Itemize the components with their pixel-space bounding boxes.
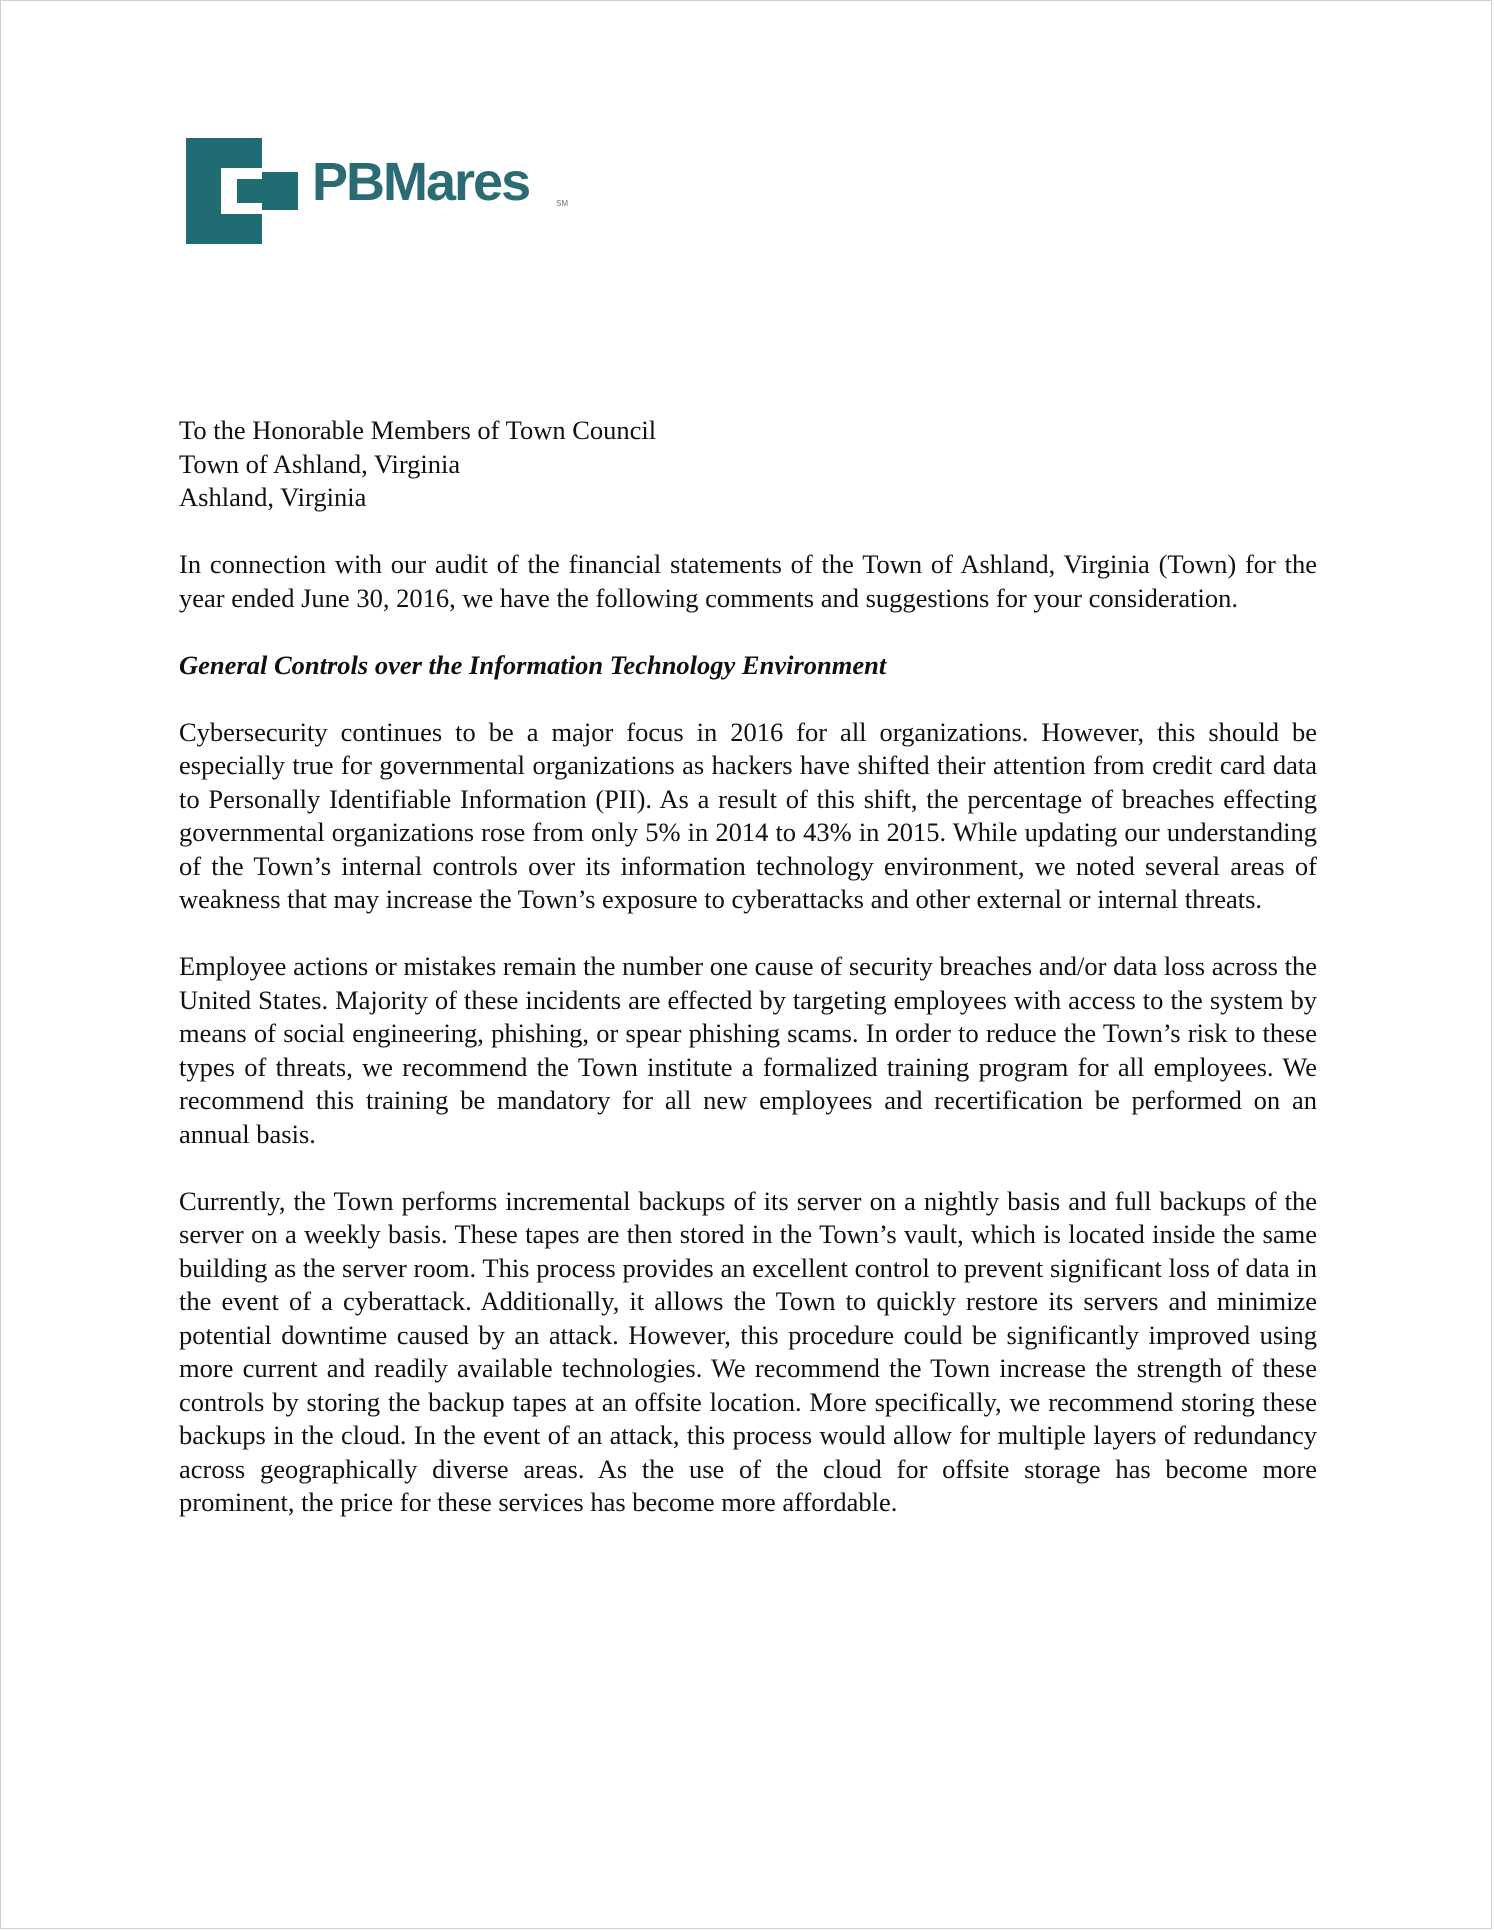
company-logo <box>186 138 586 244</box>
address-line-3: Ashland, Virginia <box>179 482 367 512</box>
logo-mark-icon <box>186 138 298 244</box>
recipient-address <box>179 414 1317 515</box>
body-paragraph-1: Cybersecurity continues to be a major focus in 2016 for all organizations. However, this should be especially true for governmental organizations as hackers have shifted their attention from credit card data to Personally Identifiable Information (PII). As a result of this shift, the percentage of breaches effecting governmental organizations rose from only 5% in 2014 to 43% in 2015. While updating our understanding of the Town’s internal controls over its information technology environment, we noted several areas of weakness that may increase the Town’s exposure to cyberattacks and other external or internal threats. <box>179 716 1317 914</box>
logo-block-small <box>237 179 262 203</box>
service-mark: SM <box>556 199 568 208</box>
logo-text: PBMares <box>312 152 530 212</box>
address-line-2: Town of Ashland, Virginia <box>179 448 461 479</box>
section-heading: General Controls over the Information Technology Environment <box>179 649 887 680</box>
body-paragraph-2: Employee actions or mistakes remain the number one cause of security breaches and/or data loss across the United States. Majority of these incidents are effected by targeting employees with access to the system by means of social engineering, phishing, or spear phishing scams. In order to reduce the Town’s risk to these types of threats, we recommend the Town institute a formalized training program for all employees. We recommend this training be mandatory for all new employees and recertification be performed on an annual basis. <box>179 951 1317 1149</box>
intro-paragraph: In connection with our audit of the financial statements of the Town of Ashland, Virginia (Town) for the year ended June 30, 2016, we have the following comments and suggestions for your consideration. <box>179 549 1317 613</box>
body-paragraph-3: Currently, the Town performs incremental backups of its server on a nightly basis and full backups of the server on a weekly basis. These tapes are then stored in the Town’s vault, which is located inside the same building as the server room. This process provides an excellent control to prevent significant loss of data in the event of a cyberattack. Additionally, it allows the Town to quickly restore its servers and minimize potential downtime caused by an attack. However, this procedure could be significantly improved using more current and readily available technologies. We recommend the Town increase the strength of these controls by storing the backup tapes at an offsite location. More specifically, we recommend storing these backups in the cloud. In the event of an attack, this process would allow for multiple layers of redundancy across geographically diverse areas. As the use of the cloud for offsite storage has become more prominent, the price for these services has become more affordable. <box>179 1185 1317 1517</box>
address-line-1: To the Honorable Members of Town Council <box>179 415 657 445</box>
letter-body <box>179 414 1317 1520</box>
logo-block-right <box>262 172 298 210</box>
